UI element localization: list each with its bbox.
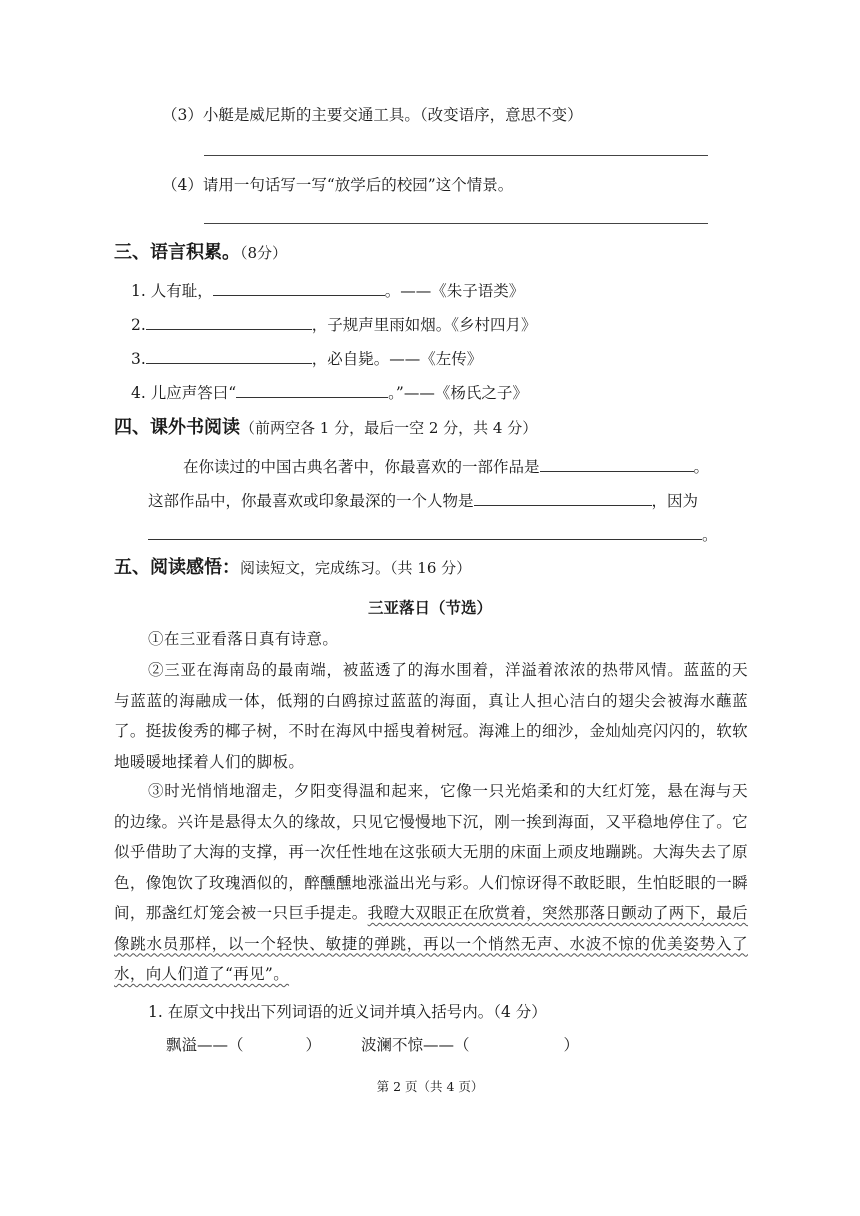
answer-line-q3[interactable]	[204, 155, 708, 156]
paragraph-3-body	[114, 776, 748, 990]
synonym-2-close: ）	[563, 1036, 580, 1054]
reading-line-1	[183, 455, 709, 478]
fill-blank-1[interactable]	[213, 279, 385, 296]
passage-title: 三亚落日（节选）	[367, 599, 492, 617]
section-3-title: 三、语言积累。	[114, 242, 240, 263]
section-3-heading	[114, 241, 287, 265]
section-4-title: 四、课外书阅读	[114, 417, 240, 438]
fill-item-3-post: ，必自毙。——《左传》	[311, 350, 483, 368]
synonym-2-label: 波澜不惊——（	[361, 1036, 470, 1054]
synonym-1-label: 飘溢——（	[166, 1036, 244, 1054]
fill-item-3-pre: 3.	[131, 350, 146, 368]
reason-blank[interactable]	[148, 523, 702, 540]
exercise-1-answers	[166, 1034, 579, 1056]
fill-item-4-post: 。”——《杨氏之子》	[388, 384, 528, 402]
exercise-1-prompt: 1. 在原文中找出下列词语的近义词并填入括号内。（4 分）	[148, 1003, 547, 1021]
fill-item-1-pre: 1. 人有耻，	[131, 282, 213, 300]
passage-paragraph-1	[148, 624, 748, 655]
paragraph-3-underlined-sentence: 我瞪大双眼正在欣赏着，突然那落日颤动了两下，最后像跳水员那样，以一个轻快、敏捷的弹跳，再以一个悄然无声、水波不惊的优美姿势入了水，向人们道了“再见”。	[114, 904, 749, 983]
section-5-instruction: 阅读短文，完成练习。（共 16 分）	[240, 559, 472, 577]
section-4-heading	[114, 416, 537, 440]
character-blank[interactable]	[474, 489, 652, 506]
reading-line-2-text: 这部作品中，你最喜欢或印象最深的一个人物是	[148, 492, 474, 510]
reading-line-3	[148, 523, 718, 546]
section-5-title: 五、阅读感悟：	[114, 557, 240, 578]
section-3-score: （8分）	[240, 244, 288, 262]
passage-paragraph-2	[114, 655, 748, 777]
question-4: （4）请用一句话写一写“放学后的校园”这个情景。	[162, 176, 514, 194]
fill-item-1	[131, 279, 524, 302]
fill-item-1-post: 。——《朱子语类》	[384, 282, 525, 300]
page-footer: 第 2 页（共 4 页）	[376, 1079, 484, 1094]
book-title-blank[interactable]	[540, 455, 694, 472]
reading-line-2-end: ，因为	[651, 492, 699, 510]
section-5-heading	[114, 556, 471, 580]
paragraph-3-text: ③时光悄悄地溜走，夕阳变得温和起来，它像一只光焰柔和的大红灯笼，悬在海与天的边缘。兴许是悬得太久的缘故，只见它慢慢地下沉，刚一挨到海面，又平稳地停住了。它似乎借助了大海的支撑，再一次任性地在这张硕大无朋的床面上顽皮地蹦跳。大海失去了原色，像饱饮了玫瑰酒似的，醉醺醺地涨溢出光与彩。人们惊讶得不敢眨眼，生怕眨眼的一瞬间，那盏红灯笼会被一只巨手提走。	[114, 782, 749, 922]
fill-item-4	[131, 381, 528, 404]
synonym-1-close: ）	[305, 1036, 322, 1054]
fill-item-3	[131, 347, 482, 370]
reading-line-1-text: 在你读过的中国古典名著中，你最喜欢的一部作品是	[183, 458, 540, 476]
fill-item-4-pre: 4. 儿应声答曰“	[131, 384, 237, 402]
paragraph-1-text: ①在三亚看落日真有诗意。	[148, 630, 339, 648]
fill-blank-3[interactable]	[146, 347, 312, 364]
reading-line-2	[148, 489, 698, 512]
section-4-score: （前两空各 1 分，最后一空 2 分，共 4 分）	[240, 419, 538, 437]
paragraph-2-text: ②三亚在海南岛的最南端，被蓝透了的海水围着，洋溢着浓浓的热带风情。蓝蓝的天与蓝蓝的海融成一体，低翔的白鸥掠过蓝蓝的海面，真让人担心洁白的翅尖会被海水蘸蓝了。挺拔俊秀的椰子树，不时在海风中摇曳着树冠。海滩上的细沙，金灿灿亮闪闪的，软软地暖暖地揉着人们的脚板。	[114, 661, 749, 771]
reading-line-3-end: 。	[702, 526, 718, 544]
fill-blank-2[interactable]	[146, 313, 312, 330]
reading-line-1-end: 。	[693, 458, 710, 476]
question-3: （3）小艇是威尼斯的主要交通工具。（改变语序，意思不变）	[162, 106, 583, 124]
answer-line-q4[interactable]	[204, 223, 708, 224]
fill-item-2-pre: 2.	[131, 316, 146, 334]
fill-item-2	[131, 313, 537, 336]
passage-paragraph-3	[114, 776, 748, 990]
fill-item-2-post: ，子规声里雨如烟。《乡村四月》	[311, 316, 537, 334]
fill-blank-4[interactable]	[236, 381, 388, 398]
